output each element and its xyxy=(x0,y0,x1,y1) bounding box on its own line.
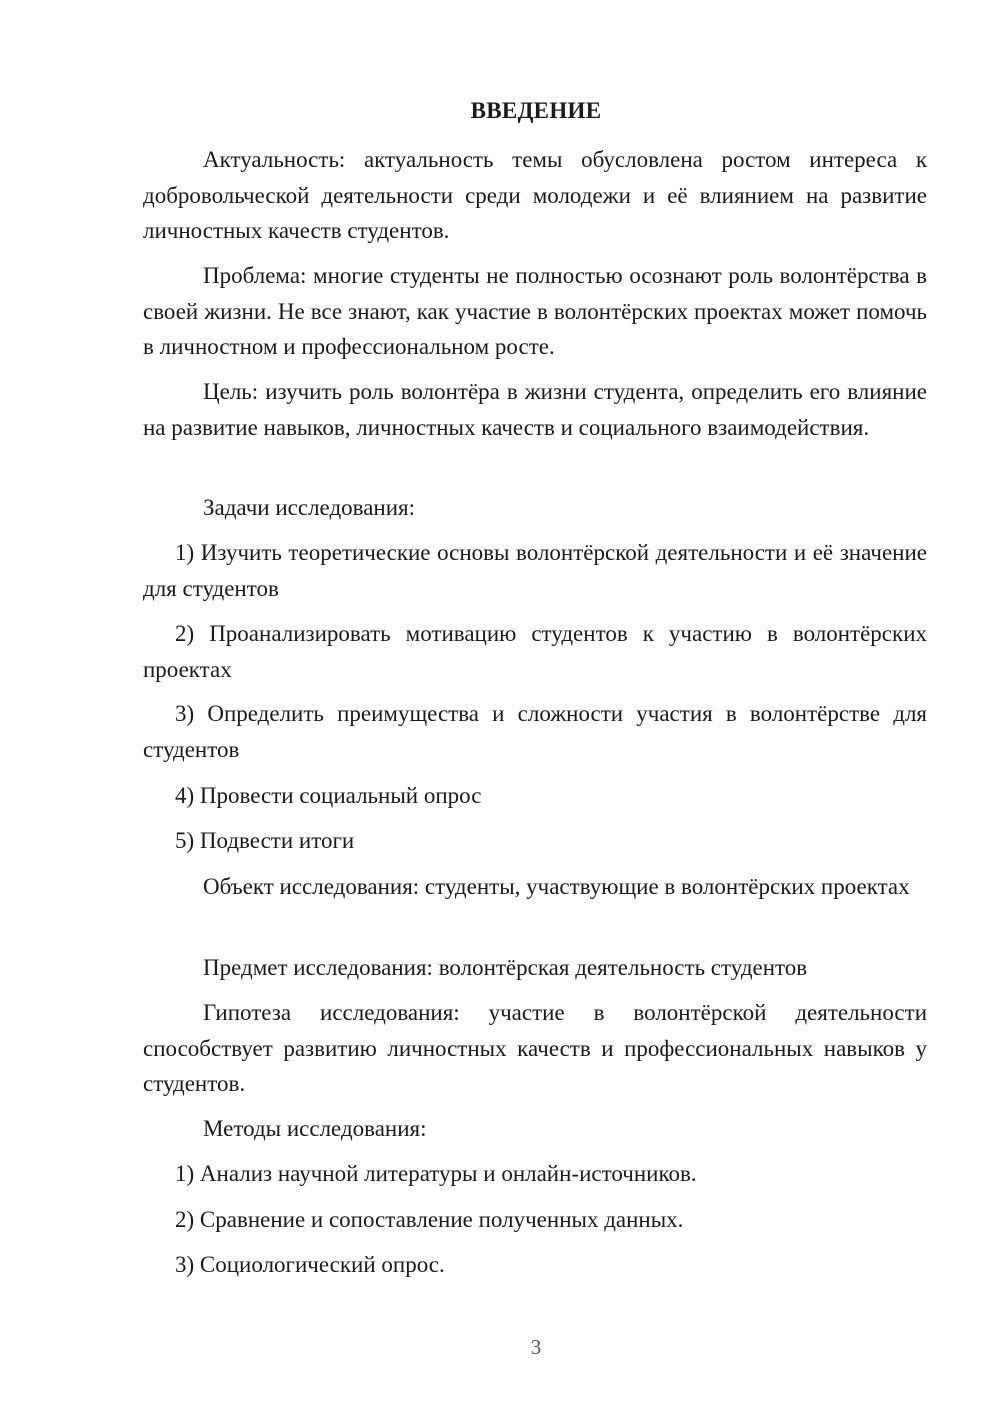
relevance-paragraph: Актуальность: актуальность темы обусловлена ростом интереса к добровольческой деятельности среди молодежи и её влиянием на развитие личностных качеств студентов. xyxy=(143,147,927,243)
problem-paragraph: Проблема: многие студенты не полностью осознают роль волонтёрства в своей жизни. Не все знают, как участие в волонтёрских проектах может помочь в личностном и профессиональном росте. xyxy=(143,263,927,359)
task-item-4: 4) Провести социальный опрос xyxy=(175,783,482,808)
tasks-heading: Задачи исследования: xyxy=(203,495,416,520)
object-paragraph: Объект исследования: студенты, участвующие в волонтёрских проектах xyxy=(203,874,910,899)
page-number: 3 xyxy=(530,1335,542,1359)
hypothesis-paragraph: Гипотеза исследования: участие в волонтёрской деятельности способствует развитию личностных качеств и профессиональных навыков у студентов. xyxy=(143,1000,927,1096)
method-item-1: 1) Анализ научной литературы и онлайн-источников. xyxy=(175,1161,697,1186)
task-item-3: 3) Определить преимущества и сложности участия в волонтёрстве для студентов xyxy=(143,701,927,762)
method-item-3: 3) Социологический опрос. xyxy=(175,1252,445,1277)
goal-paragraph: Цель: изучить роль волонтёра в жизни студента, определить его влияние на развитие навыков, личностных качеств и социального взаимодействия. xyxy=(143,379,927,440)
task-item-2: 2) Проанализировать мотивацию студентов к участию в волонтёрских проектах xyxy=(143,621,927,682)
task-item-5: 5) Подвести итоги xyxy=(175,828,355,853)
methods-heading: Методы исследования: xyxy=(203,1116,427,1141)
section-title: ВВЕДЕНИЕ xyxy=(470,98,602,123)
task-item-1: 1) Изучить теоретические основы волонтёрской деятельности и её значение для студентов xyxy=(143,540,927,601)
subject-paragraph: Предмет исследования: волонтёрская деятельность студентов xyxy=(203,955,808,980)
method-item-2: 2) Сравнение и сопоставление полученных данных. xyxy=(175,1207,684,1232)
